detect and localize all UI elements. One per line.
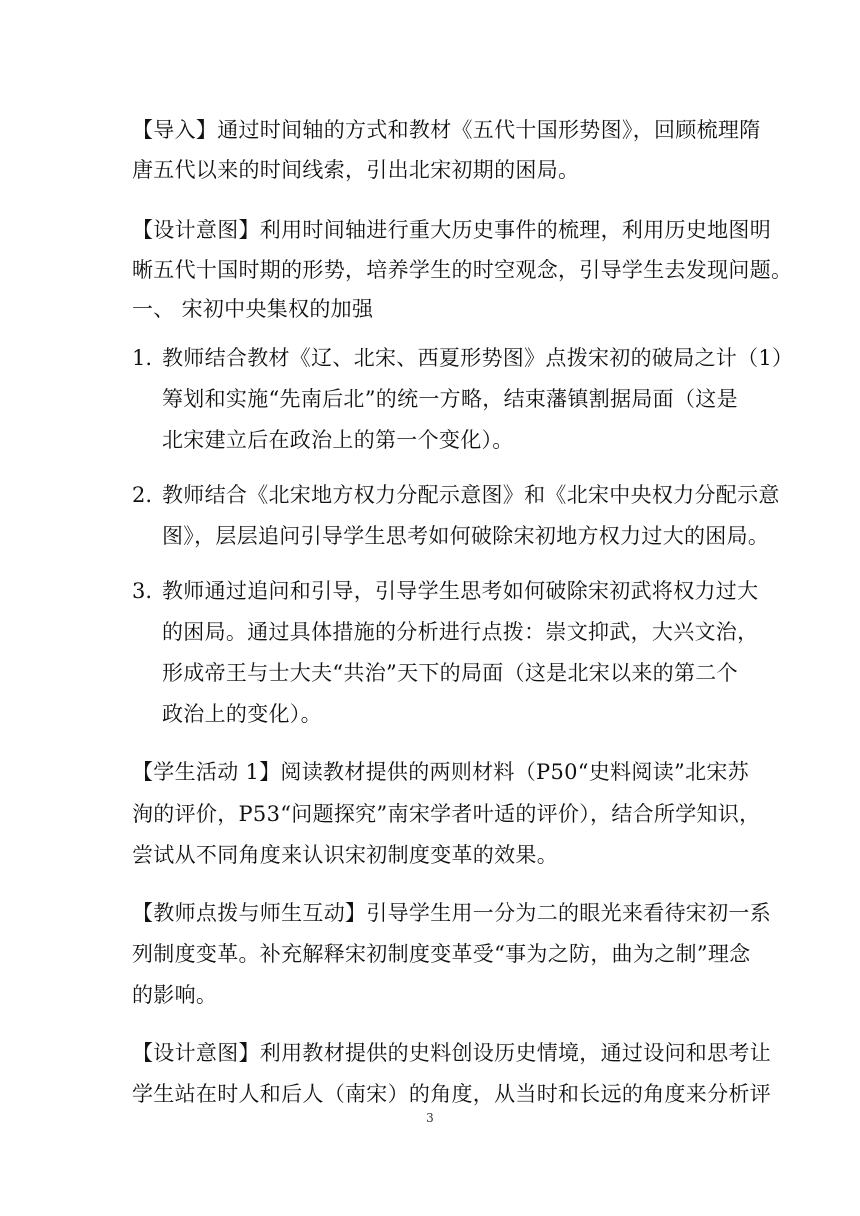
- student-activity-line-3: 尝试从不同角度来认识宋初制度变革的效果。: [132, 843, 558, 867]
- list-item-3-line-2: 的困局。通过具体措施的分析进行点拨：崇文抑武，大兴文治，: [162, 620, 759, 644]
- student-activity-line-2: 洵的评价，P53“问题探究”南宋学者叶适的评价），结合所学知识，: [132, 802, 761, 826]
- list-item-3-line-1: 教师通过追问和引导，引导学生思考如何破除宋初武将权力过大: [162, 579, 759, 603]
- list-item-number: 1.: [132, 346, 153, 370]
- design-intent-2-line-1: 【设计意图】利用教材提供的史料创设历史情境，通过设问和思考让: [132, 1041, 771, 1065]
- list-item-1-line-2: 筹划和实施“先南后北”的统一方略，结束藩镇割据局面（这是: [162, 387, 738, 411]
- page-number: 3: [426, 1111, 434, 1125]
- design-intent-2-line-2: 学生站在时人和后人（南宋）的角度，从当时和长远的角度来分析评: [132, 1082, 771, 1106]
- teacher-guide-line-1: 【教师点拨与师生互动】引导学生用一分为二的眼光来看待宋初一系: [132, 901, 771, 925]
- list-item-1-line-3: 北宋建立后在政治上的第一个变化）。: [162, 428, 514, 452]
- list-item-2-line-2: 图》，层层追问引导学生思考如何破除宋初地方权力过大的困局。: [162, 524, 770, 548]
- list-item-2-line-1: 教师结合《北宋地方权力分配示意图》和《北宋中央权力分配示意: [162, 483, 780, 507]
- list-item-3-line-4: 政治上的变化）。: [162, 702, 322, 726]
- list-item-number: 2.: [132, 483, 153, 507]
- list-item-3-line-3: 形成帝王与士大夫“共治”天下的局面（这是北宋以来的第二个: [162, 661, 738, 685]
- intro-line-2: 唐五代以来的时间线索，引出北宋初期的困局。: [132, 158, 580, 182]
- design-intent-1-line-1: 【设计意图】利用时间轴进行重大历史事件的梳理，利用历史地图明: [132, 218, 771, 242]
- list-item-1-line-1: 教师结合教材《辽、北宋、西夏形势图》点拨宋初的破局之计（1）: [162, 346, 794, 370]
- teacher-guide-line-2: 列制度变革。补充解释宋初制度变革受“事为之防，曲为之制”理念: [132, 942, 751, 966]
- list-item-number: 3.: [132, 579, 153, 603]
- intro-line-1: 【导入】通过时间轴的方式和教材《五代十国形势图》，回顾梳理隋: [132, 118, 761, 142]
- design-intent-1-line-2: 晰五代十国时期的形势，培养学生的时空观念，引导学生去发现问题。: [132, 258, 793, 282]
- teacher-guide-line-3: 的影响。: [132, 983, 218, 1007]
- student-activity-line-1: 【学生活动 1】阅读教材提供的两则材料（P50“史料阅读”北宋苏: [132, 760, 749, 784]
- section-title: 一、 宋初中央集权的加强: [132, 297, 374, 321]
